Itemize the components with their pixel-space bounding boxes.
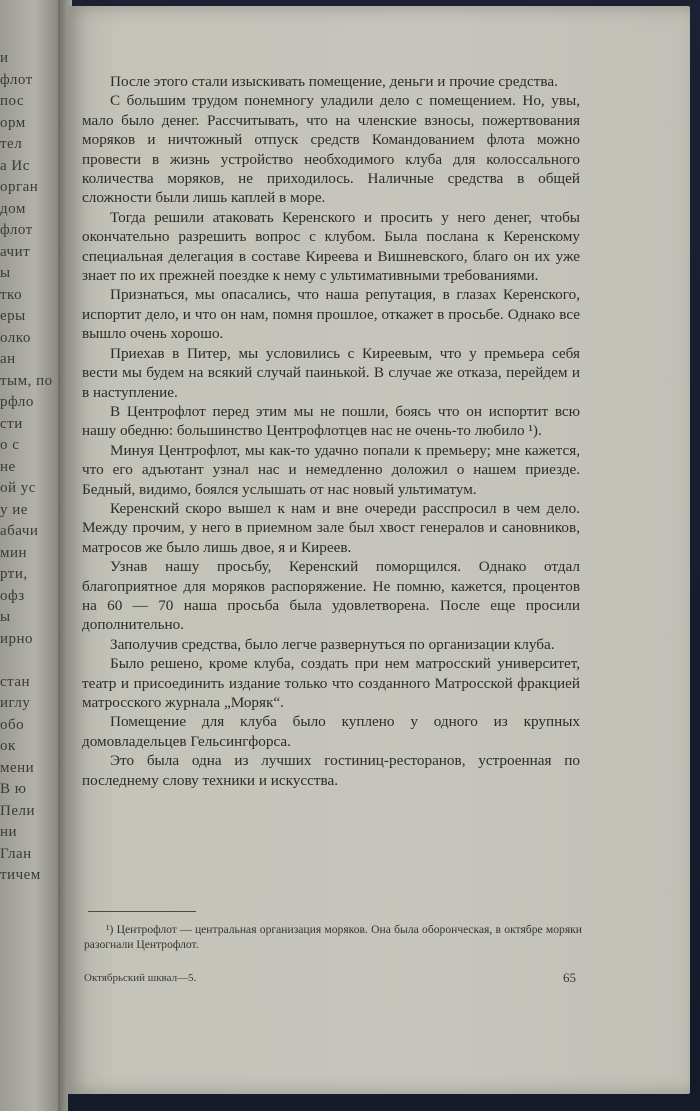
main-text bbox=[82, 72, 580, 790]
facing-page-fragment: стан bbox=[0, 673, 31, 690]
facing-page-fragment: тел bbox=[0, 136, 23, 152]
facing-page-fragment: и bbox=[0, 50, 9, 66]
paragraph: Было решено, кроме клуба, создать при нем матросский университет, театр и присоединить издание только что созданного Матросской фракцией матросского журнала „Моряк“. bbox=[82, 655, 580, 711]
facing-page-fragment: ачит bbox=[0, 243, 31, 260]
paragraph: Узнав нашу просьбу, Керенский поморщился. Однако отдал благоприятное для моряков распоряжение. Не помню, кажется, процентов на 60 — 70 наша просьба была удовлетворена. После еще просили дополнительно. bbox=[82, 558, 580, 634]
facing-page-fragment: флот bbox=[0, 71, 33, 88]
facing-page-fragment: Глан bbox=[0, 845, 32, 862]
facing-page-fragment: ы bbox=[0, 265, 11, 281]
footnote-divider bbox=[88, 911, 196, 912]
facing-page-fragment: рфло bbox=[0, 394, 34, 410]
page-number: 65 bbox=[563, 970, 576, 985]
facing-page-fragment: мин bbox=[0, 544, 28, 561]
facing-page-fragment: тым, по bbox=[0, 372, 53, 389]
facing-page-fragment: абачи bbox=[0, 523, 39, 539]
facing-page-fragment: ан bbox=[0, 351, 16, 367]
facing-page-fragment: пос bbox=[0, 93, 25, 109]
facing-page-fragment: ни bbox=[0, 824, 18, 840]
facing-page-fragment: а Ис bbox=[0, 157, 30, 174]
facing-page-fragment: тичем bbox=[0, 867, 41, 883]
facing-page-fragment: еры bbox=[0, 308, 26, 324]
facing-page-fragment: флот bbox=[0, 222, 33, 238]
facing-page-fragment: ирно bbox=[0, 630, 34, 647]
paragraph: Признаться, мы опасались, что наша репутация, в глазах Керенского, испортит дело, и что он нам, помня прошлое, откажет в просьбе. Однако все вышло очень хорошо. bbox=[82, 286, 580, 343]
footnote: ¹) Центрофлот — центральная организация моряков. Она была оборончеcкая, в октябре моряки разогнали Центрофлот. bbox=[84, 923, 582, 951]
facing-page-fragment: иглу bbox=[0, 695, 31, 711]
paragraph: С большим трудом понемногу уладили дело с помещением. Но, увы, мало было денег. Рассчитывать, что на членские взносы, пожертвования моряков и ничтожный отпуск средств Командованием флота можно провести в жизнь устройство необходимого клуба для колоссального количества моряков, не приходилось. Наличные средства в общей сложности были лишь каплей в море. bbox=[82, 92, 580, 207]
facing-page-fragment: Пели bbox=[0, 802, 36, 819]
paragraph: Помещение для клуба было куплено у одного из крупных домовладельцев Гельсингфорса. bbox=[82, 713, 580, 750]
paragraph: Керенский скоро вышел к нам и вне очереди расспросил в чем дело. Между прочим, у него в приемном зале был хвост генералов и сановников, матросов же было лишь двое, я и Киреев. bbox=[82, 499, 580, 556]
paragraph: В Центрофлот перед этим мы не пошли, боясь что он испортит всю нашу обедню: большинство Центрофлотцев нас не очень-то любило ¹). bbox=[82, 402, 580, 440]
facing-page-fragment: тко bbox=[0, 286, 23, 303]
facing-page-fragment: о с bbox=[0, 437, 20, 453]
bottom-shadow bbox=[68, 1094, 700, 1111]
facing-page-fragment: не bbox=[0, 458, 16, 475]
facing-page-fragment: обо bbox=[0, 716, 25, 733]
facing-page-fragment: мени bbox=[0, 759, 35, 776]
facing-page-edge bbox=[0, 0, 58, 1111]
facing-page-fragment: орм bbox=[0, 114, 26, 131]
facing-page-fragment: ы bbox=[0, 609, 11, 625]
paragraph: После этого стали изыскивать помещение, деньги и прочие средства. bbox=[110, 73, 558, 90]
facing-page-fragment: орган bbox=[0, 179, 39, 195]
facing-page-fragment: ок bbox=[0, 738, 16, 754]
facing-page-fragment: ой ус bbox=[0, 480, 36, 496]
facing-page-fragment: у ие bbox=[0, 501, 28, 518]
signature-mark: Октябрьский шквал—5. bbox=[84, 972, 197, 984]
paragraph: Тогда решили атаковать Керенского и просить у него денег, чтобы окончательно разрешить вопрос с клубом. Была послана к Керенскому специальная делегация в составе Киреева и Вишневского, благо он их уже знает по их прежней поездке к нему с ультимативными требованиями. bbox=[82, 208, 580, 285]
facing-page-fragment: олко bbox=[0, 329, 31, 346]
facing-page-fragment: В ю bbox=[0, 781, 27, 797]
paragraph: Заполучив средства, было легче развернуться по организации клуба. bbox=[110, 635, 555, 653]
paragraph: Приехав в Питер, мы условились с Киреевым, что у премьера себя вести мы будем на всякий случай паинькой. В случае же отказа, перейдем и в наступление. bbox=[82, 344, 580, 401]
paragraph: Минуя Центрофлот, мы как-то удачно попали к премьеру; мне кажется, что его адъютант узнал нас и немедленно доложил о нашем приезде. Бедный, видимо, боялся услышать от нас новый ультиматум. bbox=[82, 441, 580, 498]
paragraph: Это была одна из лучших гостиниц-ресторанов, устроенная по последнему слову техники и искусства. bbox=[82, 752, 580, 789]
facing-page-fragment: дом bbox=[0, 200, 26, 217]
facing-page-fragment: рти, bbox=[0, 566, 28, 582]
facing-page-fragment: сти bbox=[0, 415, 23, 432]
facing-page-fragment: офз bbox=[0, 587, 25, 604]
